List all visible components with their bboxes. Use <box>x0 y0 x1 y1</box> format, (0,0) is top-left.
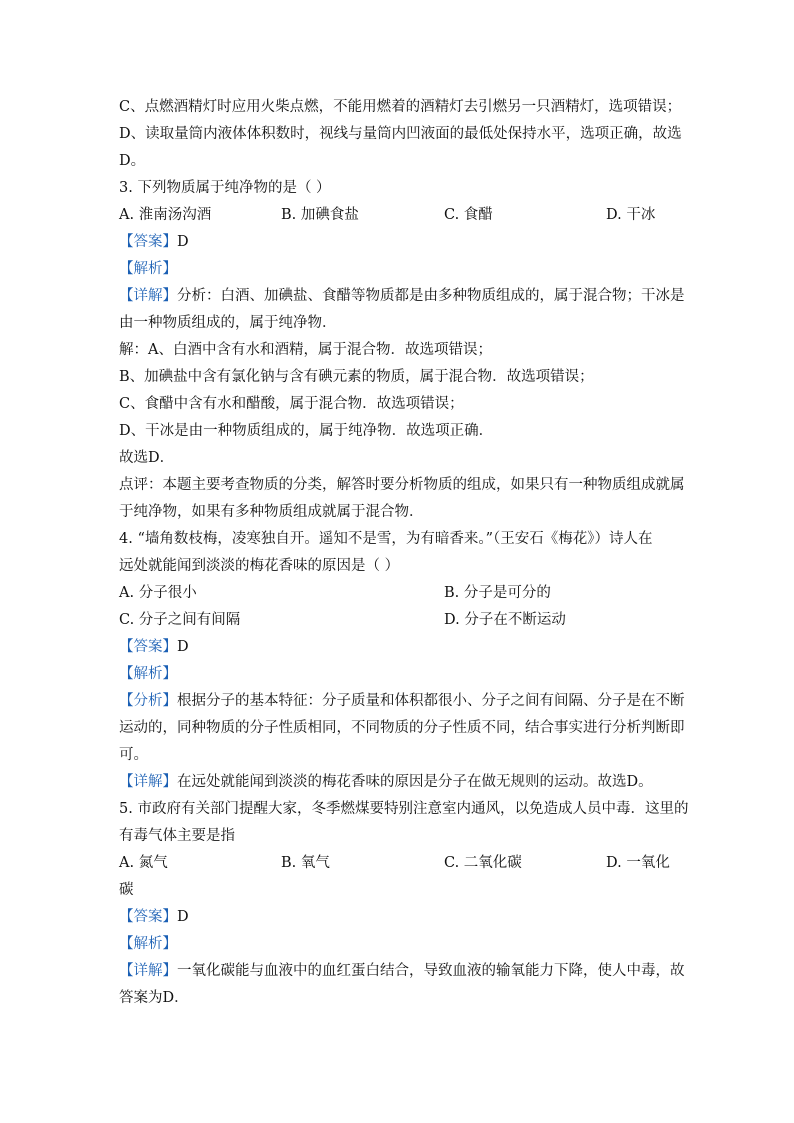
text-line: 答案为D． <box>119 990 189 1006</box>
text-line: 于纯净物，如果有多种物质组成就属于混合物． <box>119 504 424 520</box>
analysis-sub-tag: 【分析】 <box>119 693 177 709</box>
text-line: B、加碘盐中含有氯化钠与含有碘元素的物质，属于混合物．故选项错误； <box>119 369 594 385</box>
option-b: B. 分子是可分的 <box>444 585 551 601</box>
text-line: 远处就能闻到淡淡的梅花香味的原因是（ ） <box>119 558 400 574</box>
text-line: C、食醋中含有水和醋酸，属于混合物．故选项错误； <box>119 396 464 412</box>
option-a: A. 分子很小 <box>119 585 197 601</box>
text-line: D。 <box>119 153 146 169</box>
option-d: D. 一氧化 <box>606 855 670 871</box>
question-3: 3. 下列物质属于纯净物的是（ ） <box>119 180 331 196</box>
detail-text: 在远处就能闻到淡淡的梅花香味的原因是分子在做无规则的运动。故选D。 <box>177 774 653 790</box>
answer-value: D <box>177 909 189 925</box>
question-5: 5. 市政府有关部门提醒大家，冬季燃煤要特别注意室内通风，以免造成人员中毒．这里的 <box>119 801 689 817</box>
answer-line <box>119 637 679 657</box>
answer-tag: 【答案】 <box>119 234 177 250</box>
text-line: 点评：本题主要考查物质的分类，解答时要分析物质的组成，如果只有一种物质组成就属 <box>119 477 685 493</box>
option-b: B. 加碘食盐 <box>281 207 359 223</box>
detail-line <box>119 772 679 792</box>
text-line: C、点燃酒精灯时应用火柴点燃，不能用燃着的酒精灯去引燃另一只酒精灯，选项错误； <box>119 99 682 115</box>
answer-tag: 【答案】 <box>119 909 177 925</box>
analysis-line <box>119 691 685 711</box>
text-line: D、干冰是由一种物质组成的，属于纯净物．故选项正确． <box>119 423 494 439</box>
answer-value: D <box>177 234 189 250</box>
option-a: A. 氮气 <box>119 855 168 871</box>
detail-tag: 【详解】 <box>119 774 177 790</box>
detail-line <box>119 286 685 306</box>
text-line: 碳 <box>119 882 134 898</box>
detail-text: 一氧化碳能与血液中的血红蛋白结合，导致血液的输氧能力下降，使人中毒，故 <box>177 963 685 979</box>
detail-text: 分析：白酒、加碘盐、食醋等物质都是由多种物质组成的，属于混合物；干冰是 <box>177 288 685 304</box>
option-c: C. 分子之间有间隔 <box>119 612 241 628</box>
option-d: D. 干冰 <box>606 207 656 223</box>
option-a: A. 淮南汤沟酒 <box>119 207 212 223</box>
analysis-tag: 【解析】 <box>119 666 177 682</box>
detail-line <box>119 961 685 981</box>
text-line: 可。 <box>119 747 148 763</box>
analysis-tag: 【解析】 <box>119 936 177 952</box>
text-line: 故选D． <box>119 450 175 466</box>
detail-tag: 【详解】 <box>119 963 177 979</box>
answer-line <box>119 907 679 927</box>
answer-value: D <box>177 639 189 655</box>
option-c: C. 二氧化碳 <box>444 855 522 871</box>
analysis-tag-line <box>119 934 679 954</box>
analysis-tag: 【解析】 <box>119 261 177 277</box>
analysis-tag-line <box>119 664 679 684</box>
text-line: 运动的，同种物质的分子性质相同，不同物质的分子性质不同，结合事实进行分析判断即 <box>119 720 685 736</box>
answer-tag: 【答案】 <box>119 639 177 655</box>
option-b: B. 氧气 <box>281 855 330 871</box>
text-line: 解：A、白酒中含有水和酒精，属于混合物．故选项错误； <box>119 342 492 358</box>
question-4: 4. “墙角数枝梅，凌寒独自开。遥知不是雪，为有暗香来。”（王安石《梅花》）诗人在 <box>119 531 653 547</box>
analysis-tag-line <box>119 259 679 279</box>
analysis-text: 根据分子的基本特征：分子质量和体积都很小、分子之间有间隔、分子是在不断 <box>177 693 685 709</box>
answer-line <box>119 232 679 252</box>
option-c: C. 食醋 <box>444 207 493 223</box>
detail-tag: 【详解】 <box>119 288 177 304</box>
text-line: 有毒气体主要是指 <box>119 828 235 844</box>
text-line: 由一种物质组成的，属于纯净物． <box>119 315 337 331</box>
option-d: D. 分子在不断运动 <box>444 612 566 628</box>
text-line: D、读取量筒内液体体积数时，视线与量筒内凹液面的最低处保持水平，选项正确，故选 <box>119 126 682 142</box>
